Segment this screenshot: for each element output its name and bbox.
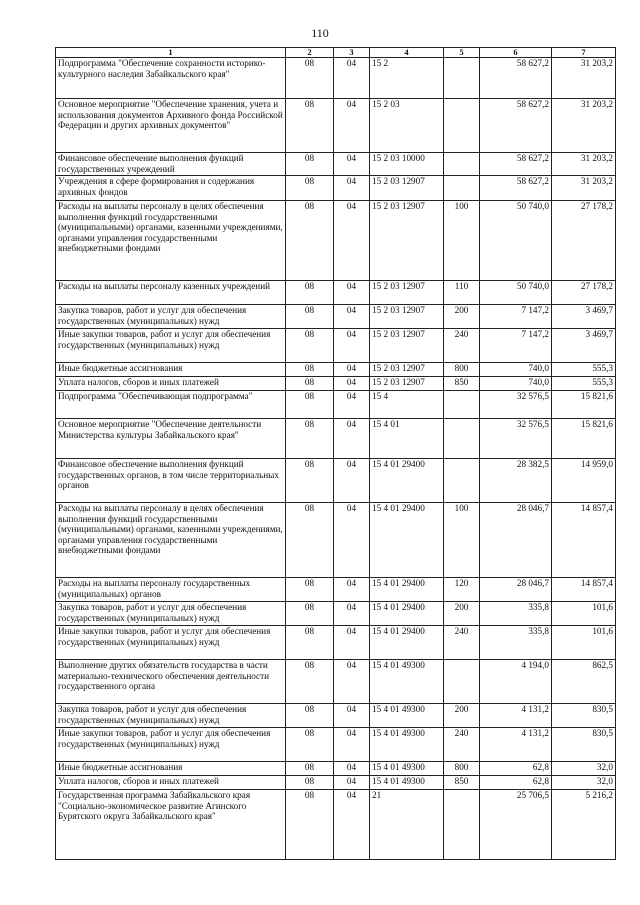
table-row (56, 790, 616, 860)
row-value-7: 830,5 (552, 728, 616, 762)
row-value-7: 15 821,6 (552, 419, 616, 459)
row-expense-type: 100 (444, 201, 480, 281)
row-name: Основное мероприятие "Обеспечение хранения, учета и использования документов Архивного фонда Российской Федерации и других архивных документов" (56, 99, 286, 153)
row-expense-type (444, 391, 480, 419)
row-expense-type (444, 419, 480, 459)
row-name: Закупка товаров, работ и услуг для обеспечения государственных (муниципальных) нужд (56, 305, 286, 329)
row-value-7: 14 959,0 (552, 459, 616, 503)
table-row (56, 153, 616, 176)
row-value-6: 740,0 (480, 363, 552, 377)
row-value-6: 335,8 (480, 626, 552, 660)
row-value-6: 4 131,2 (480, 704, 552, 728)
row-target-code: 15 4 01 29400 (370, 602, 444, 626)
row-name: Закупка товаров, работ и услуг для обеспечения государственных (муниципальных) нужд (56, 704, 286, 728)
page-number: 110 (311, 26, 329, 40)
table-row (56, 329, 616, 363)
row-name: Иные закупки товаров, работ и услуг для обеспечения государственных (муниципальных) нужд (56, 728, 286, 762)
row-code-3: 04 (334, 660, 370, 704)
row-code-2: 08 (286, 329, 334, 363)
row-code-2: 08 (286, 578, 334, 602)
row-expense-type: 240 (444, 329, 480, 363)
row-name: Иные бюджетные ассигнования (56, 363, 286, 377)
table-row (56, 503, 616, 578)
row-value-6: 58 627,2 (480, 176, 552, 201)
row-value-6: 62,8 (480, 762, 552, 776)
row-value-6: 28 046,7 (480, 578, 552, 602)
row-name: Государственная программа Забайкальского края "Социально-экономическое развитие Агинского Бурятского округа Забайкальского края" (56, 790, 286, 860)
row-code-3: 04 (334, 626, 370, 660)
column-header-5: 5 (444, 48, 480, 58)
row-name: Основное мероприятие "Обеспечение деятельности Министерства культуры Забайкальского края" (56, 419, 286, 459)
row-expense-type (444, 176, 480, 201)
row-code-2: 08 (286, 377, 334, 391)
row-code-2: 08 (286, 391, 334, 419)
row-name: Расходы на выплаты персоналу казенных учреждений (56, 281, 286, 305)
row-value-7: 3 469,7 (552, 305, 616, 329)
row-value-7: 3 469,7 (552, 329, 616, 363)
row-target-code: 15 2 03 10000 (370, 153, 444, 176)
row-code-2: 08 (286, 728, 334, 762)
row-target-code: 15 2 (370, 58, 444, 99)
row-expense-type: 200 (444, 305, 480, 329)
table-row (56, 305, 616, 329)
row-code-3: 04 (334, 790, 370, 860)
row-expense-type (444, 459, 480, 503)
table-row (56, 762, 616, 776)
row-expense-type: 110 (444, 281, 480, 305)
row-code-3: 04 (334, 153, 370, 176)
row-value-6: 62,8 (480, 776, 552, 790)
row-code-3: 04 (334, 776, 370, 790)
table-row (56, 660, 616, 704)
row-code-3: 04 (334, 201, 370, 281)
row-value-7: 31 203,2 (552, 99, 616, 153)
row-code-3: 04 (334, 58, 370, 99)
row-expense-type: 240 (444, 626, 480, 660)
row-name: Иные закупки товаров, работ и услуг для обеспечения государственных (муниципальных) нужд (56, 329, 286, 363)
row-name: Подпрограмма "Обеспечение сохранности историко-культурного наследия Забайкальского края" (56, 58, 286, 99)
row-target-code: 15 4 01 29400 (370, 503, 444, 578)
row-value-7: 31 203,2 (552, 176, 616, 201)
row-code-2: 08 (286, 660, 334, 704)
row-value-6: 4 194,0 (480, 660, 552, 704)
row-name: Расходы на выплаты персоналу в целях обеспечения выполнения функций государственными (муниципальными) органами, казенными учреждениями, органами управления государственными внебюджетными фондами (56, 201, 286, 281)
column-header-6: 6 (480, 48, 552, 58)
row-code-3: 04 (334, 704, 370, 728)
row-code-3: 04 (334, 762, 370, 776)
row-code-3: 04 (334, 728, 370, 762)
row-name: Уплата налогов, сборов и иных платежей (56, 776, 286, 790)
row-value-7: 862,5 (552, 660, 616, 704)
row-name: Расходы на выплаты персоналу в целях обеспечения выполнения функций государственными (муниципальными) органами, казенными учреждениями, органами управления государственными внебюджетными фондами (56, 503, 286, 578)
row-expense-type (444, 660, 480, 704)
table-row (56, 728, 616, 762)
table-row (56, 99, 616, 153)
table-row (56, 626, 616, 660)
row-code-2: 08 (286, 176, 334, 201)
row-code-3: 04 (334, 281, 370, 305)
row-code-3: 04 (334, 99, 370, 153)
row-value-6: 4 131,2 (480, 728, 552, 762)
row-name: Расходы на выплаты персоналу государственных (муниципальных) органов (56, 578, 286, 602)
row-target-code: 15 4 01 49300 (370, 704, 444, 728)
row-code-3: 04 (334, 391, 370, 419)
row-value-7: 14 857,4 (552, 578, 616, 602)
table-row (56, 201, 616, 281)
row-code-2: 08 (286, 363, 334, 377)
row-code-2: 08 (286, 459, 334, 503)
row-value-6: 335,8 (480, 602, 552, 626)
row-code-3: 04 (334, 329, 370, 363)
row-target-code: 15 4 01 29400 (370, 626, 444, 660)
row-value-7: 15 821,6 (552, 391, 616, 419)
row-expense-type (444, 153, 480, 176)
column-header-1: 1 (56, 48, 286, 58)
row-value-7: 830,5 (552, 704, 616, 728)
row-expense-type: 850 (444, 377, 480, 391)
row-name: Финансовое обеспечение выполнения функций государственных органов, в том числе территориальных органов (56, 459, 286, 503)
row-code-3: 04 (334, 459, 370, 503)
row-code-3: 04 (334, 578, 370, 602)
row-value-7: 555,3 (552, 377, 616, 391)
table-row (56, 176, 616, 201)
row-code-2: 08 (286, 602, 334, 626)
row-code-2: 08 (286, 99, 334, 153)
row-code-2: 08 (286, 704, 334, 728)
row-name: Подпрограмма "Обеспечивающая подпрограмма" (56, 391, 286, 419)
row-target-code: 15 2 03 12907 (370, 281, 444, 305)
row-target-code: 15 2 03 12907 (370, 176, 444, 201)
row-value-7: 14 857,4 (552, 503, 616, 578)
row-expense-type: 850 (444, 776, 480, 790)
row-expense-type: 100 (444, 503, 480, 578)
row-code-2: 08 (286, 776, 334, 790)
row-expense-type (444, 58, 480, 99)
row-target-code: 21 (370, 790, 444, 860)
table-row (56, 281, 616, 305)
row-value-6: 50 740,0 (480, 201, 552, 281)
row-target-code: 15 2 03 12907 (370, 201, 444, 281)
row-value-7: 101,6 (552, 626, 616, 660)
row-target-code: 15 4 01 (370, 419, 444, 459)
row-value-7: 32,0 (552, 776, 616, 790)
row-code-2: 08 (286, 419, 334, 459)
table-row (56, 578, 616, 602)
row-value-6: 7 147,2 (480, 329, 552, 363)
row-code-2: 08 (286, 201, 334, 281)
table-row (56, 602, 616, 626)
row-value-7: 101,6 (552, 602, 616, 626)
row-name: Уплата налогов, сборов и иных платежей (56, 377, 286, 391)
row-target-code: 15 4 01 49300 (370, 762, 444, 776)
row-value-6: 32 576,5 (480, 391, 552, 419)
row-code-3: 04 (334, 363, 370, 377)
row-expense-type: 800 (444, 762, 480, 776)
row-value-6: 28 046,7 (480, 503, 552, 578)
column-header-7: 7 (552, 48, 616, 58)
row-value-7: 32,0 (552, 762, 616, 776)
row-code-2: 08 (286, 281, 334, 305)
row-target-code: 15 4 01 49300 (370, 776, 444, 790)
column-header-4: 4 (370, 48, 444, 58)
table-row (56, 58, 616, 99)
table-row (56, 776, 616, 790)
table-row (56, 459, 616, 503)
row-code-2: 08 (286, 153, 334, 176)
row-value-7: 31 203,2 (552, 58, 616, 99)
row-code-2: 08 (286, 626, 334, 660)
row-expense-type: 240 (444, 728, 480, 762)
row-value-6: 7 147,2 (480, 305, 552, 329)
row-target-code: 15 4 01 29400 (370, 459, 444, 503)
row-target-code: 15 4 (370, 391, 444, 419)
row-value-7: 5 216,2 (552, 790, 616, 860)
row-target-code: 15 4 01 29400 (370, 578, 444, 602)
row-target-code: 15 2 03 (370, 99, 444, 153)
row-code-2: 08 (286, 503, 334, 578)
row-expense-type: 120 (444, 578, 480, 602)
row-code-3: 04 (334, 377, 370, 391)
row-value-6: 32 576,5 (480, 419, 552, 459)
table-body (56, 58, 616, 860)
row-target-code: 15 2 03 12907 (370, 377, 444, 391)
row-value-6: 740,0 (480, 377, 552, 391)
header-row (56, 48, 616, 58)
row-expense-type: 200 (444, 704, 480, 728)
budget-table (55, 47, 616, 860)
row-expense-type (444, 99, 480, 153)
row-name: Финансовое обеспечение выполнения функций государственных учреждений (56, 153, 286, 176)
column-header-3: 3 (334, 48, 370, 58)
row-code-3: 04 (334, 503, 370, 578)
row-name: Закупка товаров, работ и услуг для обеспечения государственных (муниципальных) нужд (56, 602, 286, 626)
row-code-2: 08 (286, 58, 334, 99)
row-code-3: 04 (334, 305, 370, 329)
row-value-6: 58 627,2 (480, 58, 552, 99)
row-code-3: 04 (334, 602, 370, 626)
column-header-2: 2 (286, 48, 334, 58)
row-value-7: 27 178,2 (552, 281, 616, 305)
row-expense-type: 200 (444, 602, 480, 626)
row-value-7: 555,3 (552, 363, 616, 377)
table-row (56, 363, 616, 377)
row-expense-type: 800 (444, 363, 480, 377)
table-row (56, 419, 616, 459)
row-code-2: 08 (286, 790, 334, 860)
row-target-code: 15 2 03 12907 (370, 329, 444, 363)
table-row (56, 391, 616, 419)
row-code-2: 08 (286, 305, 334, 329)
row-name: Выполнение других обязательств государства в части материально-технического обеспечения деятельности государственного органа (56, 660, 286, 704)
row-target-code: 15 2 03 12907 (370, 363, 444, 377)
row-value-6: 58 627,2 (480, 99, 552, 153)
row-value-7: 31 203,2 (552, 153, 616, 176)
row-name: Иные бюджетные ассигнования (56, 762, 286, 776)
row-code-3: 04 (334, 419, 370, 459)
row-target-code: 15 2 03 12907 (370, 305, 444, 329)
table-row (56, 704, 616, 728)
row-expense-type (444, 790, 480, 860)
row-value-6: 28 382,5 (480, 459, 552, 503)
row-code-2: 08 (286, 762, 334, 776)
table-header (56, 48, 616, 58)
row-target-code: 15 4 01 49300 (370, 660, 444, 704)
row-name: Иные закупки товаров, работ и услуг для обеспечения государственных (муниципальных) нужд (56, 626, 286, 660)
row-value-6: 58 627,2 (480, 153, 552, 176)
row-name: Учреждения в сфере формирования и содержания архивных фондов (56, 176, 286, 201)
table-row (56, 377, 616, 391)
row-value-6: 50 740,0 (480, 281, 552, 305)
row-value-7: 27 178,2 (552, 201, 616, 281)
row-value-6: 25 706,5 (480, 790, 552, 860)
row-target-code: 15 4 01 49300 (370, 728, 444, 762)
row-code-3: 04 (334, 176, 370, 201)
